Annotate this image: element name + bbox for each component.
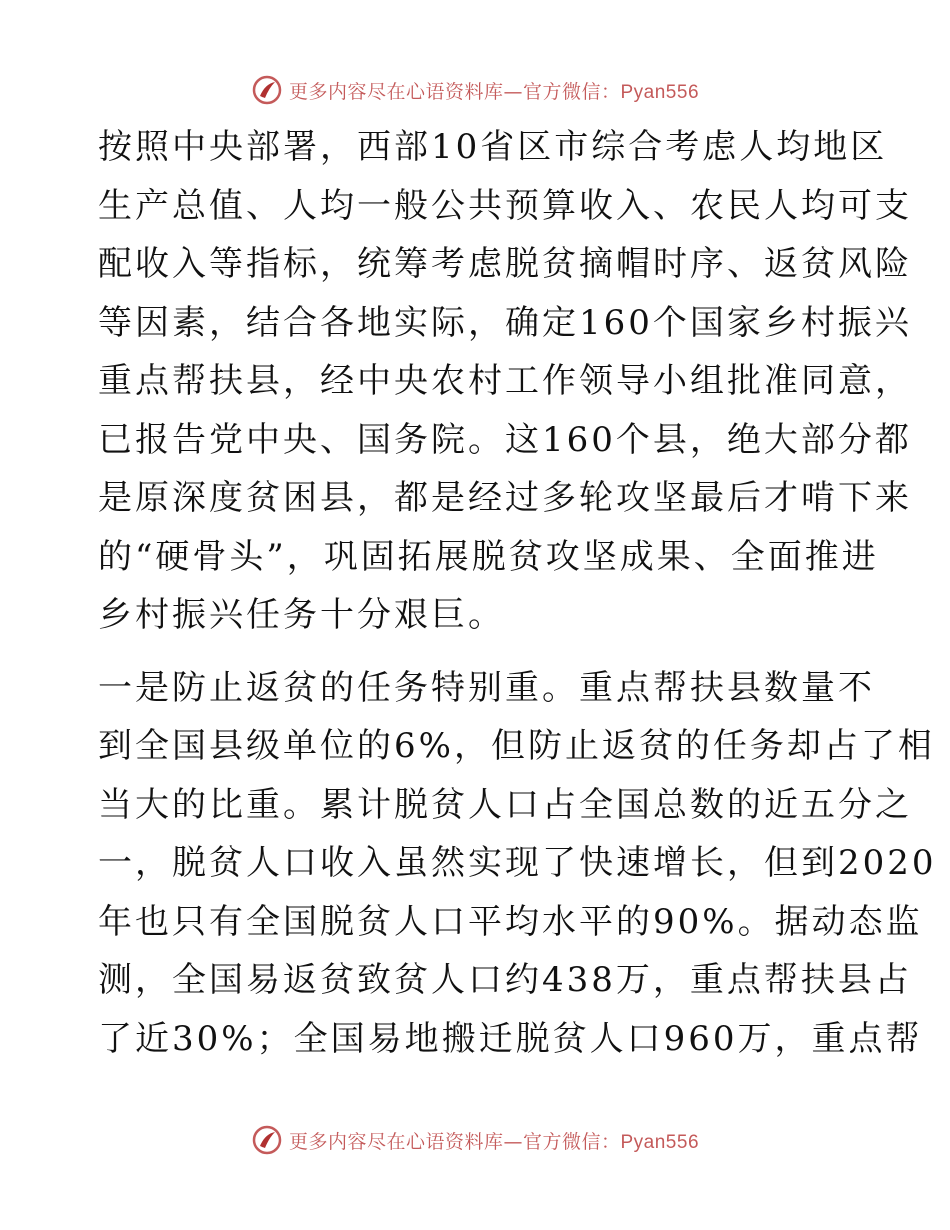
paragraph-line: 按照中央部署，西部10省区市综合考虑人均地区 — [98, 127, 888, 167]
paragraph-line: 是原深度贫困县，都是经过多轮攻坚最后才啃下来 — [98, 478, 912, 518]
paragraph-line: 到全国县级单位的6%，但防止返贫的任务却占了相 — [98, 726, 935, 766]
paragraph-2 — [98, 659, 937, 1069]
document-body — [98, 118, 937, 1068]
paragraph-line: 等因素，结合各地实际，确定160个国家乡村振兴 — [98, 302, 912, 343]
header-banner-main: 更多内容尽在心语资料库 — [288, 80, 504, 103]
paragraph-line: 年也只有全国脱贫人口平均水平的90%。据动态监 — [98, 901, 923, 942]
paragraph-line: 配收入等指标，统筹考虑脱贫摘帽时序、返贫风险 — [98, 244, 912, 284]
footer-banner-separator: — — [503, 1130, 523, 1153]
paragraph-line: 一是防止返贫的任务特别重。重点帮扶县数量不 — [98, 667, 875, 708]
ink-brush-logo-icon — [251, 1124, 283, 1156]
header-banner — [0, 70, 950, 110]
paragraph-line: 已报告党中央、国务院。这160个县，绝大部分都 — [98, 419, 912, 460]
footer-wechat-label: 官方微信： — [522, 1130, 621, 1153]
paragraph-1 — [98, 118, 912, 645]
header-banner-text — [289, 77, 699, 104]
paragraph-line: 的“硬骨头”，巩固拓展脱贫攻坚成果、全面推进 — [98, 536, 879, 577]
header-wechat-id: Pyan556 — [620, 81, 700, 103]
footer-banner-main: 更多内容尽在心语资料库 — [288, 1130, 504, 1153]
footer-banner-text — [289, 1127, 699, 1154]
header-wechat-label: 官方微信： — [522, 80, 621, 103]
footer-wechat-id: Pyan556 — [620, 1131, 700, 1153]
paragraph-line: 生产总值、人均一般公共预算收入、农民人均可支 — [98, 185, 912, 226]
ink-brush-logo-icon — [251, 74, 283, 106]
paragraph-line: 测，全国易返贫致贫人口约438万，重点帮扶县占 — [98, 960, 912, 1000]
paragraph-line: 了近30%；全国易地搬迁脱贫人口960万，重点帮 — [98, 1018, 923, 1059]
paragraph-line: 一，脱贫人口收入虽然实现了快速增长，但到2020 — [98, 843, 937, 883]
footer-banner — [0, 1120, 950, 1160]
paragraph-line: 当大的比重。累计脱贫人口占全国总数的近五分之 — [98, 784, 912, 825]
header-banner-separator: — — [503, 80, 523, 103]
paragraph-line: 重点帮扶县，经中央农村工作领导小组批准同意， — [98, 361, 912, 401]
paragraph-line: 乡村振兴任务十分艰巨。 — [98, 595, 505, 635]
